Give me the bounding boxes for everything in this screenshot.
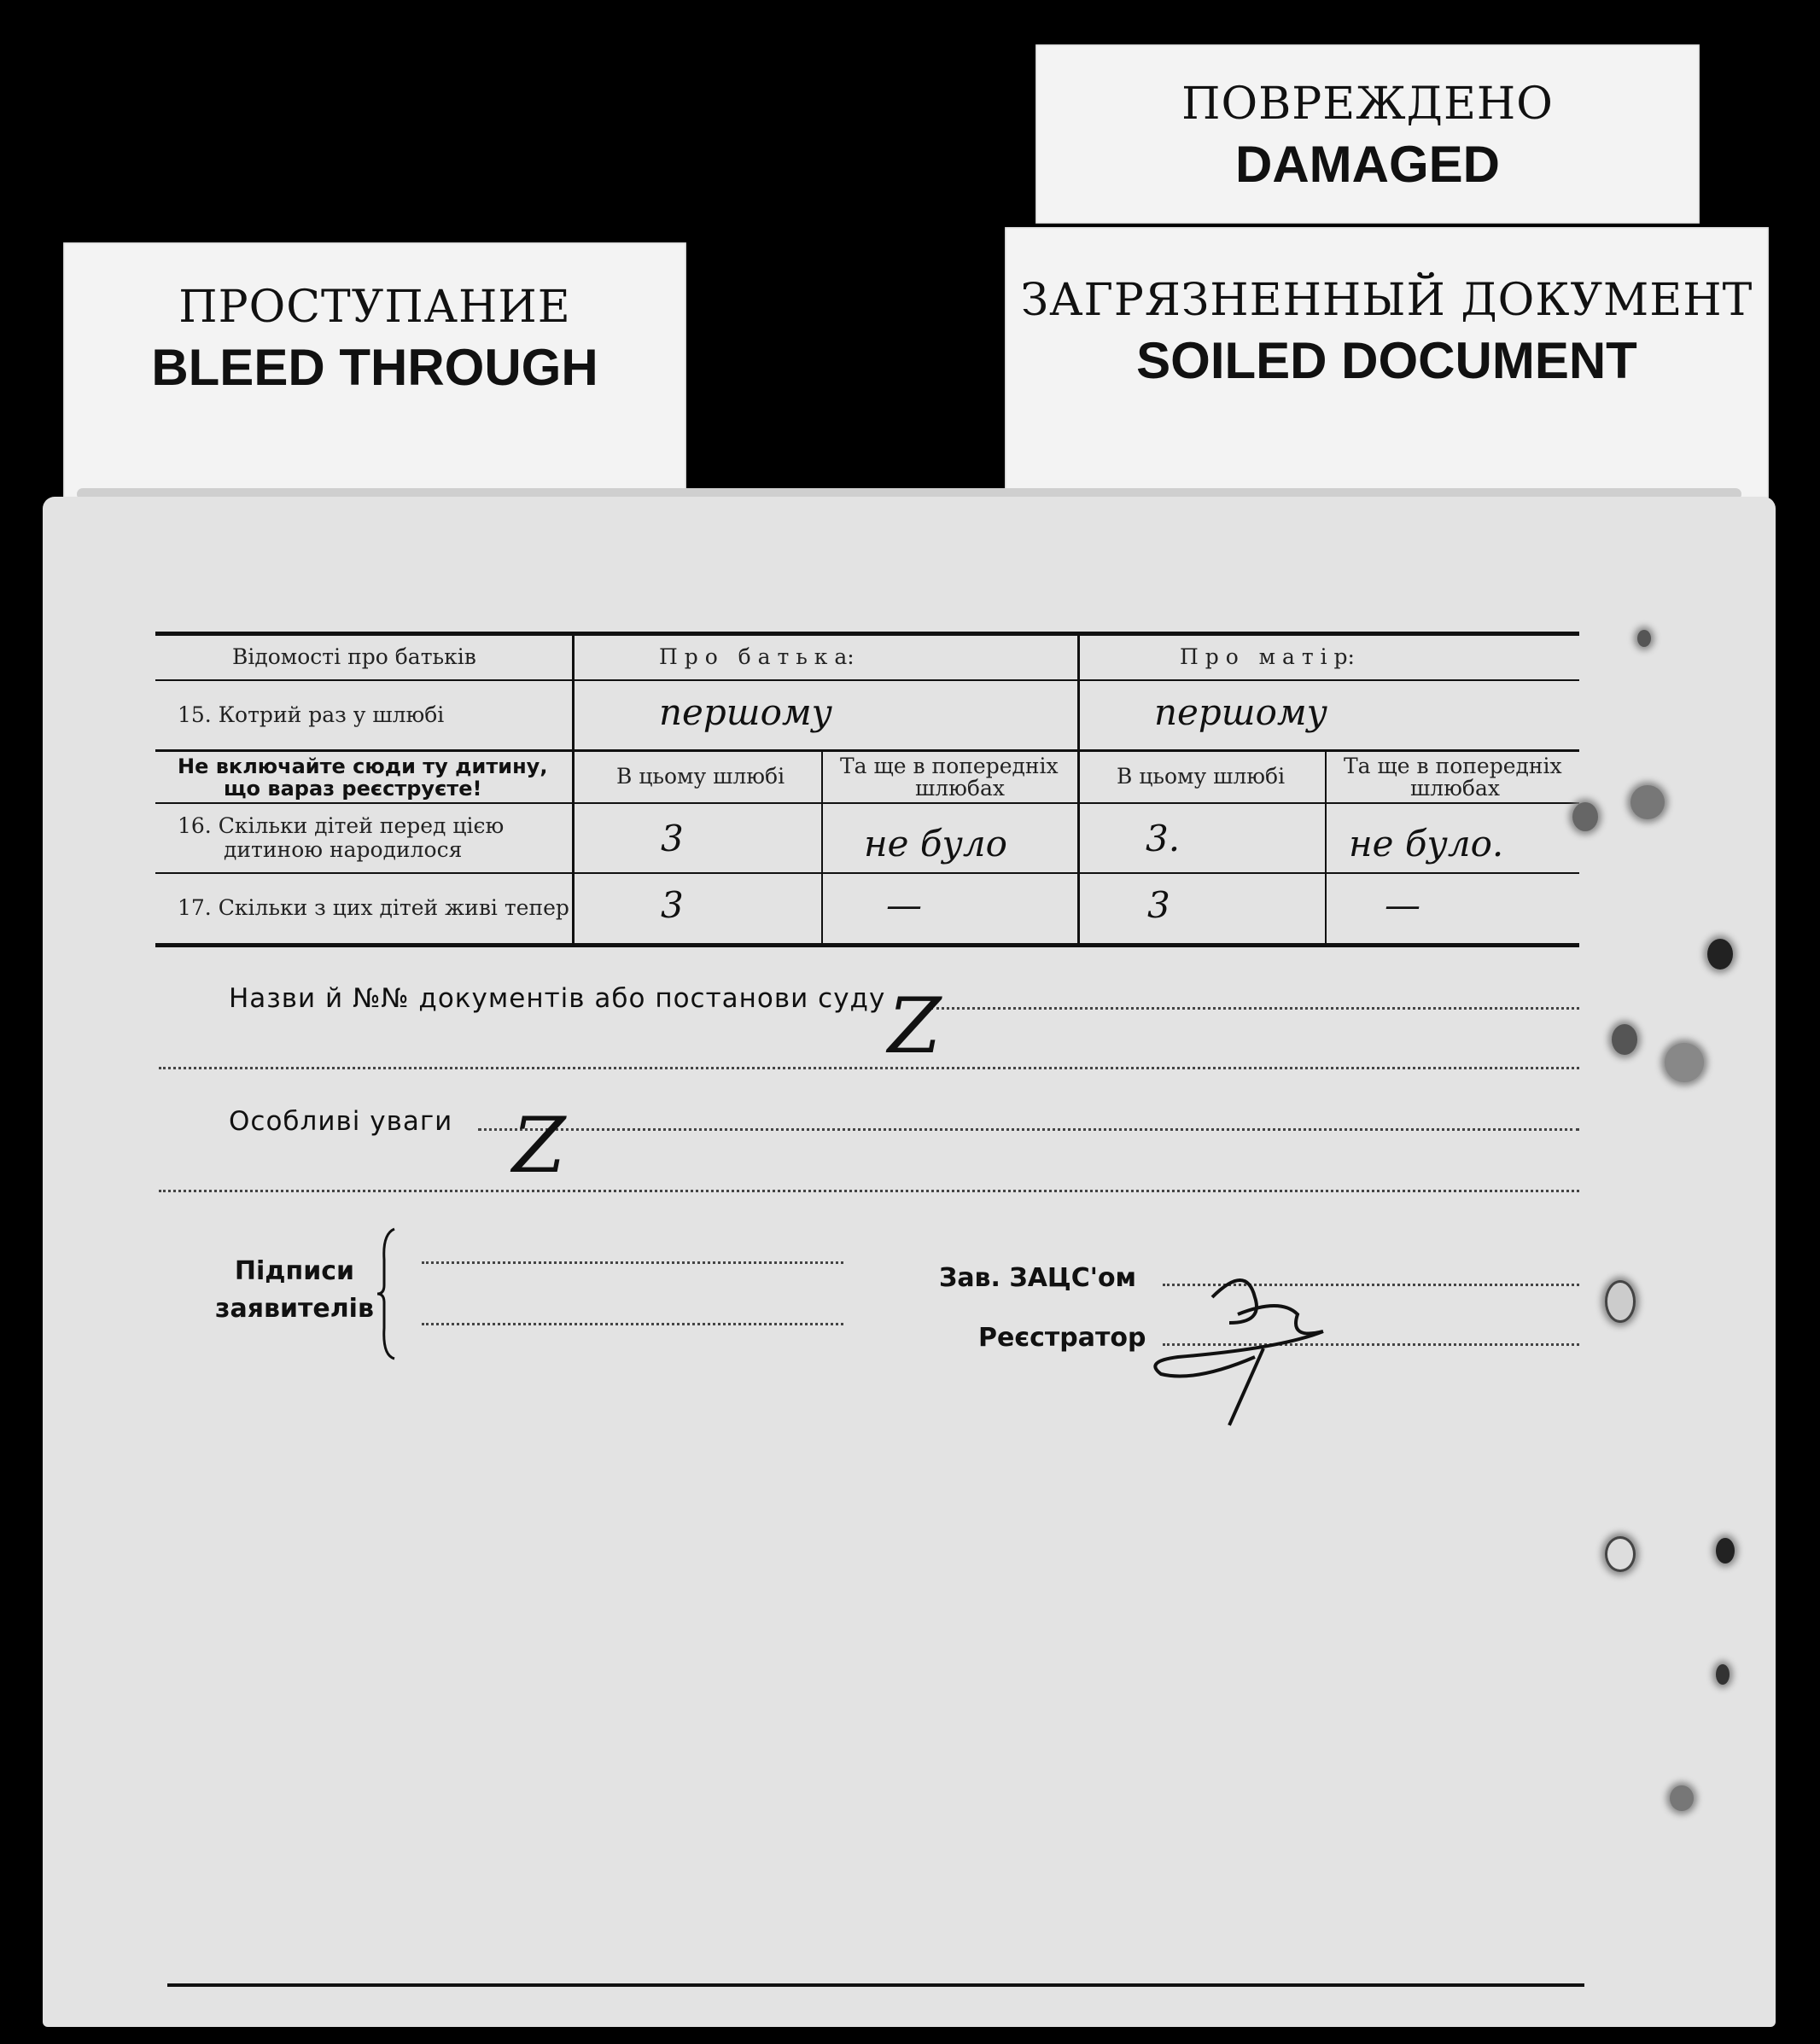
subheader-father-prev-line1: Та ще в попередніх (840, 754, 1059, 778)
table-col-divider-1 (572, 632, 575, 947)
table-header-rule (155, 679, 1579, 681)
table-col-divider-mother (1325, 751, 1327, 946)
subheader-mother-this-marriage: В цьому шлюбі (1117, 764, 1286, 789)
soiled-ru-text: ЗАГРЯЗНЕННЫЙ ДОКУМЕНТ (1020, 275, 1753, 326)
subheader-mother-prev-line2: шлюбах (1410, 776, 1500, 801)
row16-father-this: 3 (661, 818, 684, 859)
soiled-en-text: SOILED DOCUMENT (1136, 332, 1637, 389)
registrar-signature (1127, 1263, 1349, 1434)
notes-label: Особливі уваги (229, 1106, 453, 1137)
bleed-through-en-text: BLEED THROUGH (151, 339, 598, 396)
row15-mother-value: першому (1154, 691, 1328, 733)
table-subheader-rule (155, 802, 1579, 804)
row17-father-prev: — (886, 884, 922, 926)
table-bottom-rule (155, 943, 1579, 947)
punch-hole (1572, 802, 1598, 831)
notes-line-2 (159, 1190, 1579, 1192)
punch-hole (1716, 1538, 1735, 1564)
row16-label-line1: 16. Скільки дітей перед цією (178, 813, 505, 838)
notes-line-1 (478, 1128, 1579, 1131)
table-top-rule (155, 632, 1579, 636)
header-col1: Відомості про батьків (232, 644, 476, 669)
row17-father-this: 3 (661, 884, 684, 926)
punch-hole (1637, 630, 1651, 647)
row17-label: 17. Скільки з цих дітей живі тепер (178, 895, 569, 920)
header-mother: П р о м а т і р: (1180, 644, 1355, 669)
subheader-mother-prev-line1: Та ще в попередніх (1344, 754, 1562, 778)
punch-hole (1630, 785, 1665, 819)
punch-hole (1665, 1043, 1704, 1082)
subheader-note-line1: Не включайте сюди ту дитину, (178, 754, 548, 778)
signatures-brace (376, 1226, 401, 1362)
subheader-father-prev-line2: шлюбах (915, 776, 1005, 801)
documents-line-2 (159, 1067, 1579, 1069)
row16-mother-this: 3. (1146, 818, 1181, 859)
row15-label: 15. Котрий раз у шлюбі (178, 702, 445, 727)
punch-hole (1605, 1280, 1636, 1323)
row17-mother-this: 3 (1147, 884, 1170, 926)
registrar-label: Реєстратор (978, 1323, 1146, 1353)
parents-info-table (155, 632, 1579, 947)
applicant-signature-line-2 (422, 1323, 843, 1325)
punch-hole (1670, 1785, 1694, 1811)
applicant-signature-line-1 (422, 1261, 843, 1264)
signatures-label-line1: Підписи (234, 1256, 355, 1286)
bleed-through-label-card (63, 242, 686, 498)
soiled-document-label-card (1005, 227, 1769, 498)
table-col-divider-2 (1077, 632, 1080, 947)
row16-label-line2: дитиною народилося (224, 837, 463, 862)
damaged-en-text: DAMAGED (1235, 136, 1500, 193)
head-label: Зав. ЗАЦС'ом (939, 1263, 1137, 1293)
table-col-divider-father (821, 751, 823, 946)
notes-value: Z (512, 1101, 566, 1191)
documents-label: Назви й №№ документів або постанови суду (229, 983, 886, 1014)
page-bottom-rule (167, 1983, 1584, 1987)
header-father: П р о б а т ь к а: (659, 644, 855, 669)
punch-hole (1707, 939, 1733, 970)
documents-line-1 (930, 1007, 1579, 1010)
punch-hole (1716, 1664, 1730, 1685)
table-row15-rule (155, 749, 1579, 752)
row17-mother-prev: — (1385, 884, 1420, 926)
bleed-through-ru-text: ПРОСТУПАНИЕ (178, 282, 571, 333)
punch-hole (1612, 1024, 1637, 1055)
damaged-label-card (1035, 44, 1700, 224)
damaged-ru-text: ПОВРЕЖДЕНО (1181, 79, 1554, 130)
row16-father-prev: не було (864, 823, 1007, 865)
documents-value: Z (888, 981, 942, 1071)
signatures-label-line2: заявителів (215, 1294, 374, 1324)
row16-mother-prev: не було. (1349, 823, 1504, 865)
row15-father-value: першому (659, 691, 833, 733)
punch-hole (1605, 1536, 1636, 1572)
subheader-note-line2: що вараз реєструєте! (224, 777, 482, 801)
table-row16-rule (155, 872, 1579, 874)
subheader-father-this-marriage: В цьому шлюбі (616, 764, 785, 789)
